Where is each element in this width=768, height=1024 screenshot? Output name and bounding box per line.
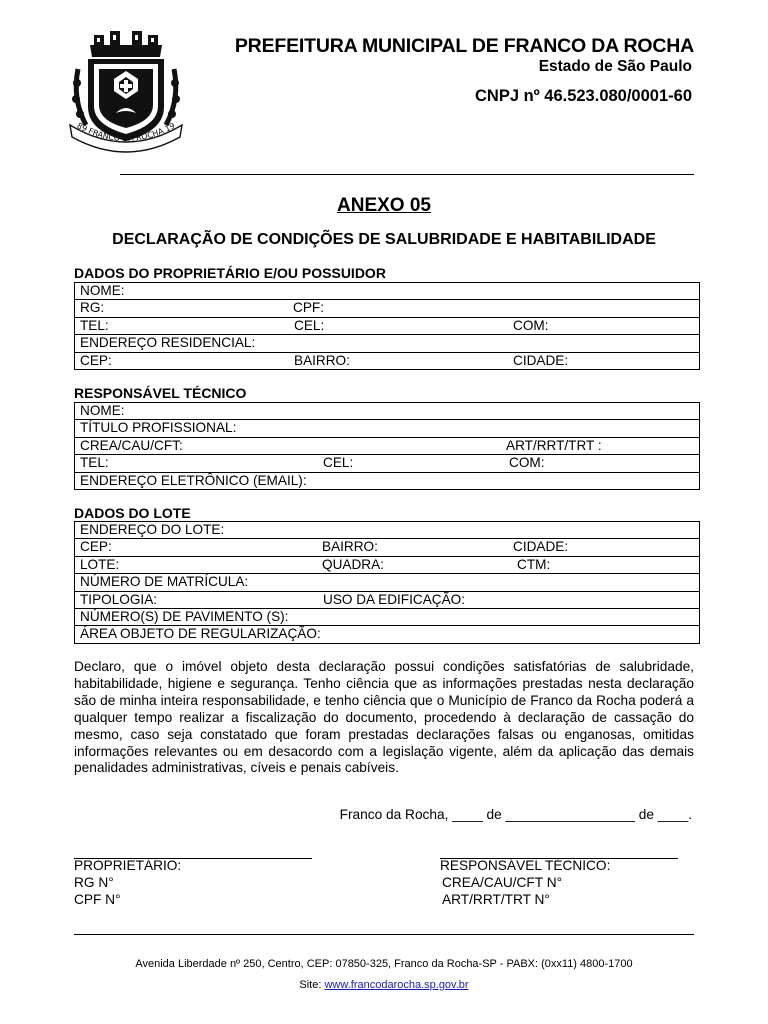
header-divider	[120, 174, 694, 175]
field-label: CPF:	[293, 300, 324, 316]
lot-floors-row[interactable]	[75, 609, 699, 626]
field-label: ÁREA OBJETO DE REGULARIZAÇÃO:	[80, 626, 321, 642]
coat-of-arms-logo	[68, 27, 184, 155]
lot-cep-row[interactable]	[75, 539, 699, 556]
state-subtitle: Estado de São Paulo	[538, 58, 692, 75]
document-title: DECLARAÇÃO DE CONDIÇÕES DE SALUBRIDADE E HABITABILIDADE	[112, 231, 656, 248]
field-label: NÚMERO DE MATRÍCULA:	[80, 574, 249, 590]
owner-rg-label: RG N°	[74, 875, 114, 891]
site-label: Site:	[299, 979, 322, 991]
technical-data-table	[74, 402, 700, 490]
field-label: ENDEREÇO DO LOTE:	[80, 522, 225, 537]
field-label: COM:	[513, 317, 549, 333]
technical-name-row[interactable]	[75, 403, 699, 420]
technical-art-label: ART/RRT/TRT N°	[442, 892, 550, 908]
lot-data-table	[74, 521, 700, 644]
owner-rg-cpf-row[interactable]	[75, 300, 699, 317]
owner-signature-block	[74, 857, 181, 909]
lot-address-row[interactable]	[75, 522, 699, 539]
field-label: CREA/CAU/CFT:	[80, 437, 183, 453]
owner-name-row[interactable]	[75, 283, 699, 300]
field-label: CTM:	[517, 556, 551, 572]
field-label: CEP:	[80, 352, 112, 368]
technical-registry-label: CREA/CAU/CFT N°	[442, 875, 563, 891]
field-label: ENDEREÇO RESIDENCIAL:	[80, 335, 256, 351]
owner-cpf-label: CPF N°	[74, 892, 121, 908]
lot-registration-row[interactable]	[75, 574, 699, 591]
annex-title: ANEXO 05	[337, 195, 431, 216]
field-label: CEL:	[294, 317, 325, 333]
technical-signature-label: RESPONSÁVEL TÉCNICO:	[440, 858, 611, 873]
owner-phone-row[interactable]	[75, 318, 699, 335]
field-label: LOTE:	[80, 556, 120, 572]
owner-data-table	[74, 282, 700, 370]
field-label: COM:	[509, 455, 545, 471]
field-label: NÚMERO(S) DE PAVIMENTO (S):	[80, 608, 289, 624]
field-label: QUADRA:	[322, 556, 384, 572]
field-label: NOME:	[80, 403, 125, 418]
field-label: ENDEREÇO ELETRÔNICO (EMAIL):	[80, 472, 307, 488]
svg-text:1889 FRANCO DA ROCHA 1944: 89 FRANCO DA ROCHA 19	[75, 121, 177, 144]
field-label: USO DA EDIFICAÇÃO:	[323, 591, 466, 607]
field-label: CIDADE:	[513, 352, 569, 368]
footer-address: Avenida Liberdade nº 250, Centro, CEP: 07850-325, Franco da Rocha-SP - PABX: (0xx11) 4800-1700	[135, 958, 633, 970]
technical-registry-row[interactable]	[75, 438, 699, 455]
owner-section-heading: DADOS DO PROPRIETÁRIO E/OU POSSUIDOR	[74, 265, 386, 281]
field-label: TIPOLOGIA:	[80, 591, 158, 607]
field-label: TÍTULO PROFISSIONAL:	[80, 420, 237, 436]
field-label: CIDADE:	[513, 539, 569, 555]
footer-divider	[74, 934, 694, 935]
technical-phone-row[interactable]	[75, 455, 699, 472]
declaration-text: Declaro, que o imóvel objeto desta declaração possui condições satisfatórias de salubridade, habitabilidade, higiene e segurança. Tenho ciência que as informações prestadas nesta declaração são de minha inteira responsabilidade, e tenho ciência que o Município de Franco da Rocha poderá a qualquer tempo realizar a fiscalização do documento, procedendo à declaração de cassação do mesmo, caso seja constatado que foram prestadas declarações falsas ou enganosas, omitidas informações relevantes ou em desacordo com a legislação vigente, além da aplicação das demais penalidades administrativas, cíveis e penais cabíveis.	[74, 659, 694, 776]
place-date-line: Franco da Rocha, ____ de _________________ de ____.	[339, 807, 692, 822]
technical-section-heading: RESPONSÁVEL TÉCNICO	[74, 385, 247, 401]
field-label: CEL:	[323, 455, 354, 471]
footer-site	[0, 979, 768, 991]
lot-area-row[interactable]	[75, 626, 699, 643]
municipality-title: PREFEITURA MUNICIPAL DE FRANCO DA ROCHA	[234, 35, 694, 57]
technical-email-row[interactable]	[75, 473, 699, 490]
owner-signature-label: PROPRIETÁRIO:	[74, 858, 182, 873]
field-label: ART/RRT/TRT :	[506, 437, 602, 453]
site-link[interactable]: www.francodarocha.sp.gov.br	[324, 979, 469, 991]
owner-cep-row[interactable]	[75, 353, 699, 370]
lot-section-heading: DADOS DO LOTE	[74, 505, 191, 521]
field-label: BAIRRO:	[322, 539, 378, 555]
technical-signature-block	[440, 857, 610, 909]
lot-block-row[interactable]	[75, 557, 699, 574]
field-label: TEL:	[80, 455, 109, 471]
cnpj-line: CNPJ nº 46.523.080/0001-60	[474, 87, 692, 105]
field-label: RG:	[80, 300, 105, 316]
technical-title-row[interactable]	[75, 420, 699, 437]
field-label: TEL:	[80, 317, 109, 333]
owner-address-row[interactable]	[75, 335, 699, 352]
lot-typology-row[interactable]	[75, 592, 699, 609]
field-label: NOME:	[80, 283, 125, 298]
field-label: BAIRRO:	[294, 352, 350, 368]
field-label: CEP:	[80, 539, 112, 555]
